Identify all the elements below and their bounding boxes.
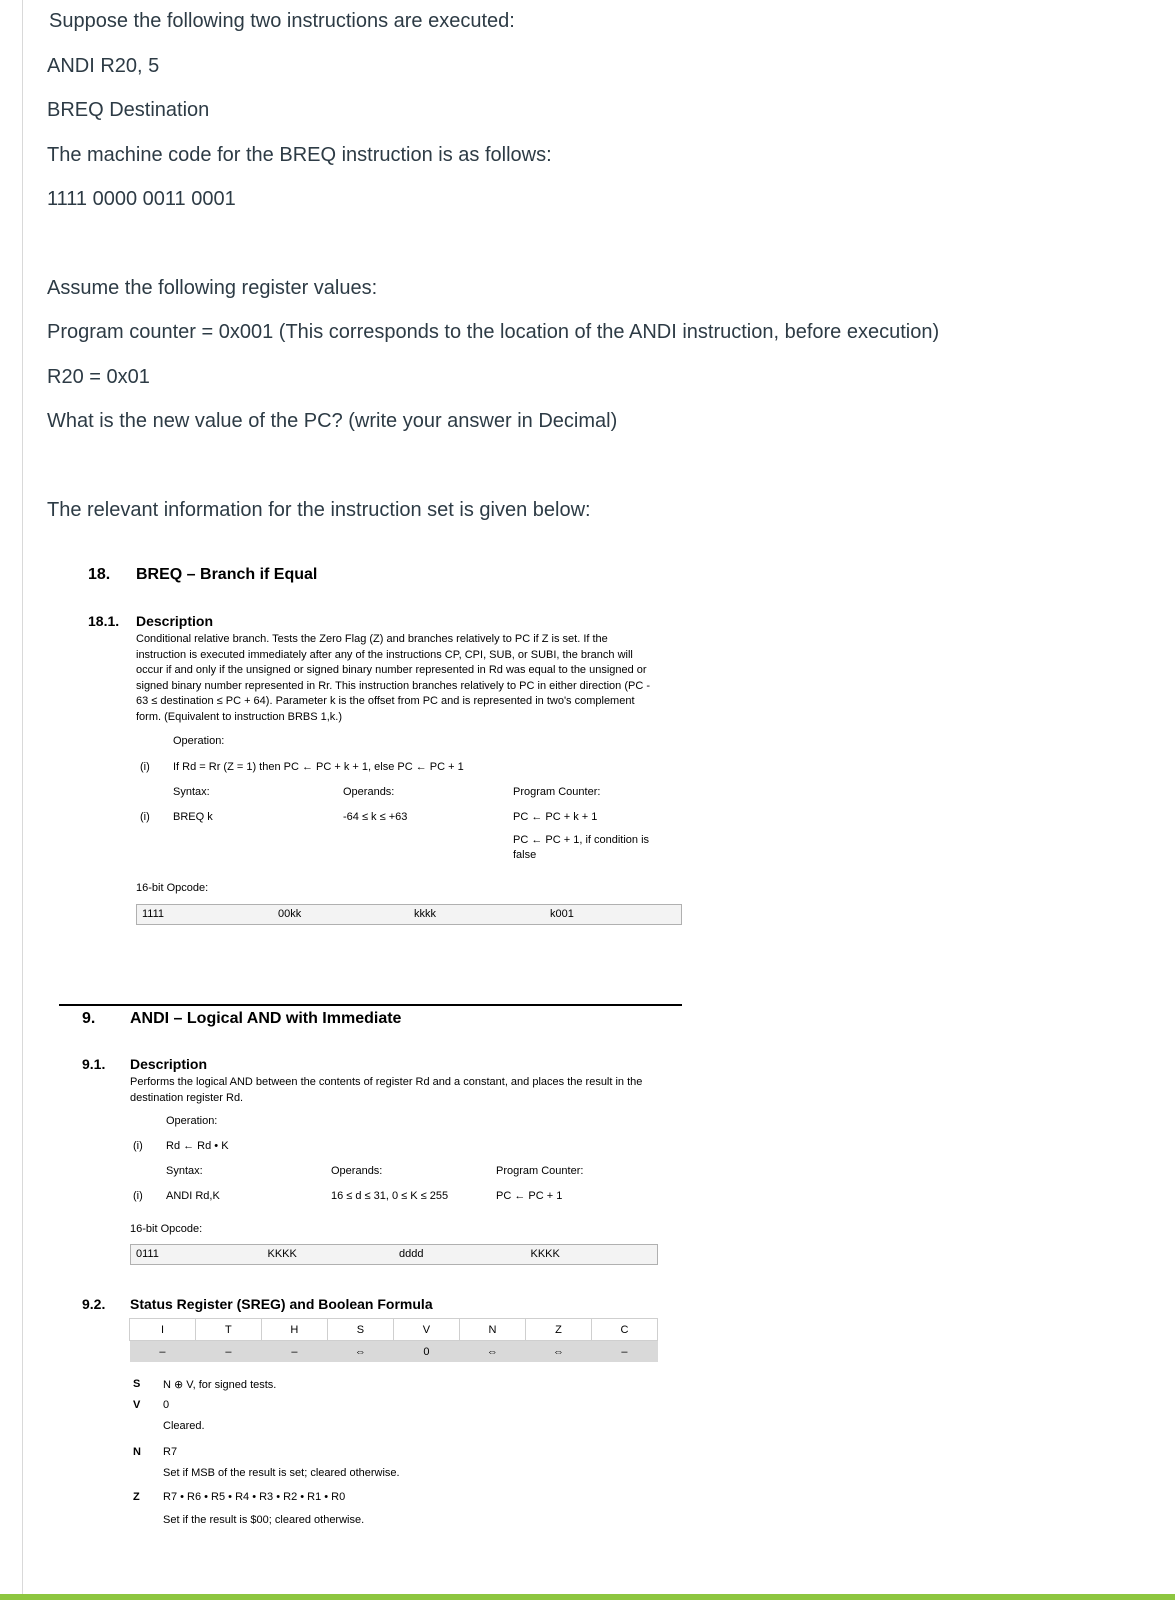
breq-syntax-index: (i) [140,811,150,823]
flag-n-text: Set if MSB of the result is set; cleared otherwise. [163,1467,400,1479]
question-line-4: The machine code for the BREQ instruction is as follows: [47,144,552,166]
question-line-3: BREQ Destination [47,99,210,121]
question-line-5: 1111 0000 0011 0001 [47,188,236,210]
breq-section-title: BREQ – Branch if Equal [136,566,318,583]
sreg-value: ⇔ [459,1341,525,1363]
flag-z-value: R7 • R6 • R5 • R4 • R3 • R2 • R1 • R0 [163,1491,346,1503]
breq-pc-taken: PC ← PC + k + 1 [513,811,598,823]
sreg-value: 0 [393,1341,459,1363]
andi-opcode-table [130,1244,658,1265]
breq-operands: -64 ≤ k ≤ +63 [343,811,408,823]
andi-desc-title: Description [130,1056,208,1072]
andi-section-title: ANDI – Logical AND with Immediate [130,1010,402,1027]
opcode-cell: 00kk [278,908,302,920]
andi-syntax-index: (i) [133,1190,143,1202]
sreg-header: V [393,1319,459,1341]
question-line-8: R20 = 0x01 [47,366,150,388]
opcode-cell: KKKK [530,1248,560,1260]
andi-pc-label: Program Counter: [496,1165,584,1177]
breq-operation: If Rd = Rr (Z = 1) then PC ← PC + k + 1, else PC ← PC + 1 [173,761,464,773]
sreg-header: T [195,1319,261,1341]
sreg-value: – [591,1341,657,1363]
sreg-table [129,1318,658,1362]
question-line-9: What is the new value of the PC? (write your answer in Decimal) [47,410,618,432]
flag-z-letter: Z [133,1491,140,1503]
flag-v-letter: V [133,1399,141,1411]
question-line-7: Program counter = 0x001 (This corresponds to the location of the ANDI instruction, before execution) [47,321,940,343]
andi-section-number: 9. [82,1010,96,1027]
sreg-number: 9.2. [82,1296,106,1312]
question-line-1: Suppose the following two instructions are executed: [49,10,515,32]
breq-operation-index: (i) [140,761,150,773]
sreg-header: S [327,1319,393,1341]
sreg-value: – [195,1341,261,1363]
andi-pc: PC ← PC + 1 [496,1190,563,1202]
breq-operands-label: Operands: [343,786,395,798]
opcode-cell: 1111 [142,908,165,920]
breq-operation-label: Operation: [173,735,225,747]
andi-operation-index: (i) [133,1140,143,1152]
question-line-10: The relevant information for the instruction set is given below: [47,499,591,521]
andi-operands: 16 ≤ d ≤ 31, 0 ≤ K ≤ 255 [331,1190,449,1202]
sreg-value: – [261,1341,327,1363]
breq-opcode-label: 16-bit Opcode: [136,882,209,894]
andi-desc-number: 9.1. [82,1056,106,1072]
breq-syntax: BREQ k [173,811,213,823]
andi-opcode-label: 16-bit Opcode: [130,1223,203,1235]
opcode-cell: KKKK [267,1248,297,1260]
andi-syntax: ANDI Rd,K [166,1190,220,1202]
flag-s-text: N ⊕ V, for signed tests. [163,1379,277,1391]
sreg-header: Z [525,1319,591,1341]
opcode-cell: dddd [399,1248,424,1260]
sreg-header: N [459,1319,525,1341]
breq-desc-number: 18.1. [88,613,120,629]
sreg-title: Status Register (SREG) and Boolean Formula [130,1296,433,1312]
flag-v-text: Cleared. [163,1420,205,1432]
breq-desc-title: Description [136,613,214,629]
breq-pc-label: Program Counter: [513,786,601,798]
breq-description: Conditional relative branch. Tests the Zero Flag (Z) and branches relatively to PC if Z is set. If the instruction is executed immediately after any of the instructions CP, CPI, SUB, or SUBI, the branch will occur if and only if the unsigned or signed binary number represented in Rd was equal to the unsigned or signed binary number represented in Rr. This instruction branches relatively to PC in either direction (PC - 63 ≤ destination ≤ PC + 64). Parameter k is the offset from PC and is represented in two's complement form. (Equivalent to instruction BRBS 1,k.) [136,633,650,723]
opcode-cell: kkkk [414,908,436,920]
sreg-header: C [591,1319,657,1341]
sreg-header: I [130,1319,196,1341]
sreg-value: – [130,1341,196,1363]
flag-v-value: 0 [163,1399,170,1411]
breq-pc-not-taken-cont: false [513,849,537,861]
opcode-cell: 0111 [136,1248,159,1260]
sreg-value: ⇔ [327,1341,393,1363]
question-line-2: ANDI R20, 5 [47,55,160,77]
sreg-header: H [261,1319,327,1341]
andi-operation-label: Operation: [166,1115,218,1127]
breq-opcode-table [136,904,682,925]
left-border [22,0,23,1600]
breq-syntax-label: Syntax: [173,786,210,798]
breq-pc-not-taken: PC ← PC + 1, if condition is [513,834,650,846]
andi-operation: Rd ← Rd • K [166,1140,229,1152]
flag-s-letter: S [133,1378,141,1390]
flag-n-value: R7 [163,1446,178,1458]
breq-section-number: 18. [88,566,111,583]
andi-operands-label: Operands: [331,1165,383,1177]
andi-description: Performs the logical AND between the contents of register Rd and a constant, and places the result in the destination register Rd. [130,1076,643,1104]
opcode-cell: k001 [550,908,574,920]
andi-syntax-label: Syntax: [166,1165,203,1177]
question-line-6: Assume the following register values: [47,277,378,299]
bottom-accent-bar [0,1594,1175,1600]
flag-n-letter: N [133,1446,141,1458]
flag-z-text: Set if the result is $00; cleared otherwise. [163,1514,365,1526]
section-divider [59,1004,682,1006]
sreg-value: ⇔ [525,1341,591,1363]
